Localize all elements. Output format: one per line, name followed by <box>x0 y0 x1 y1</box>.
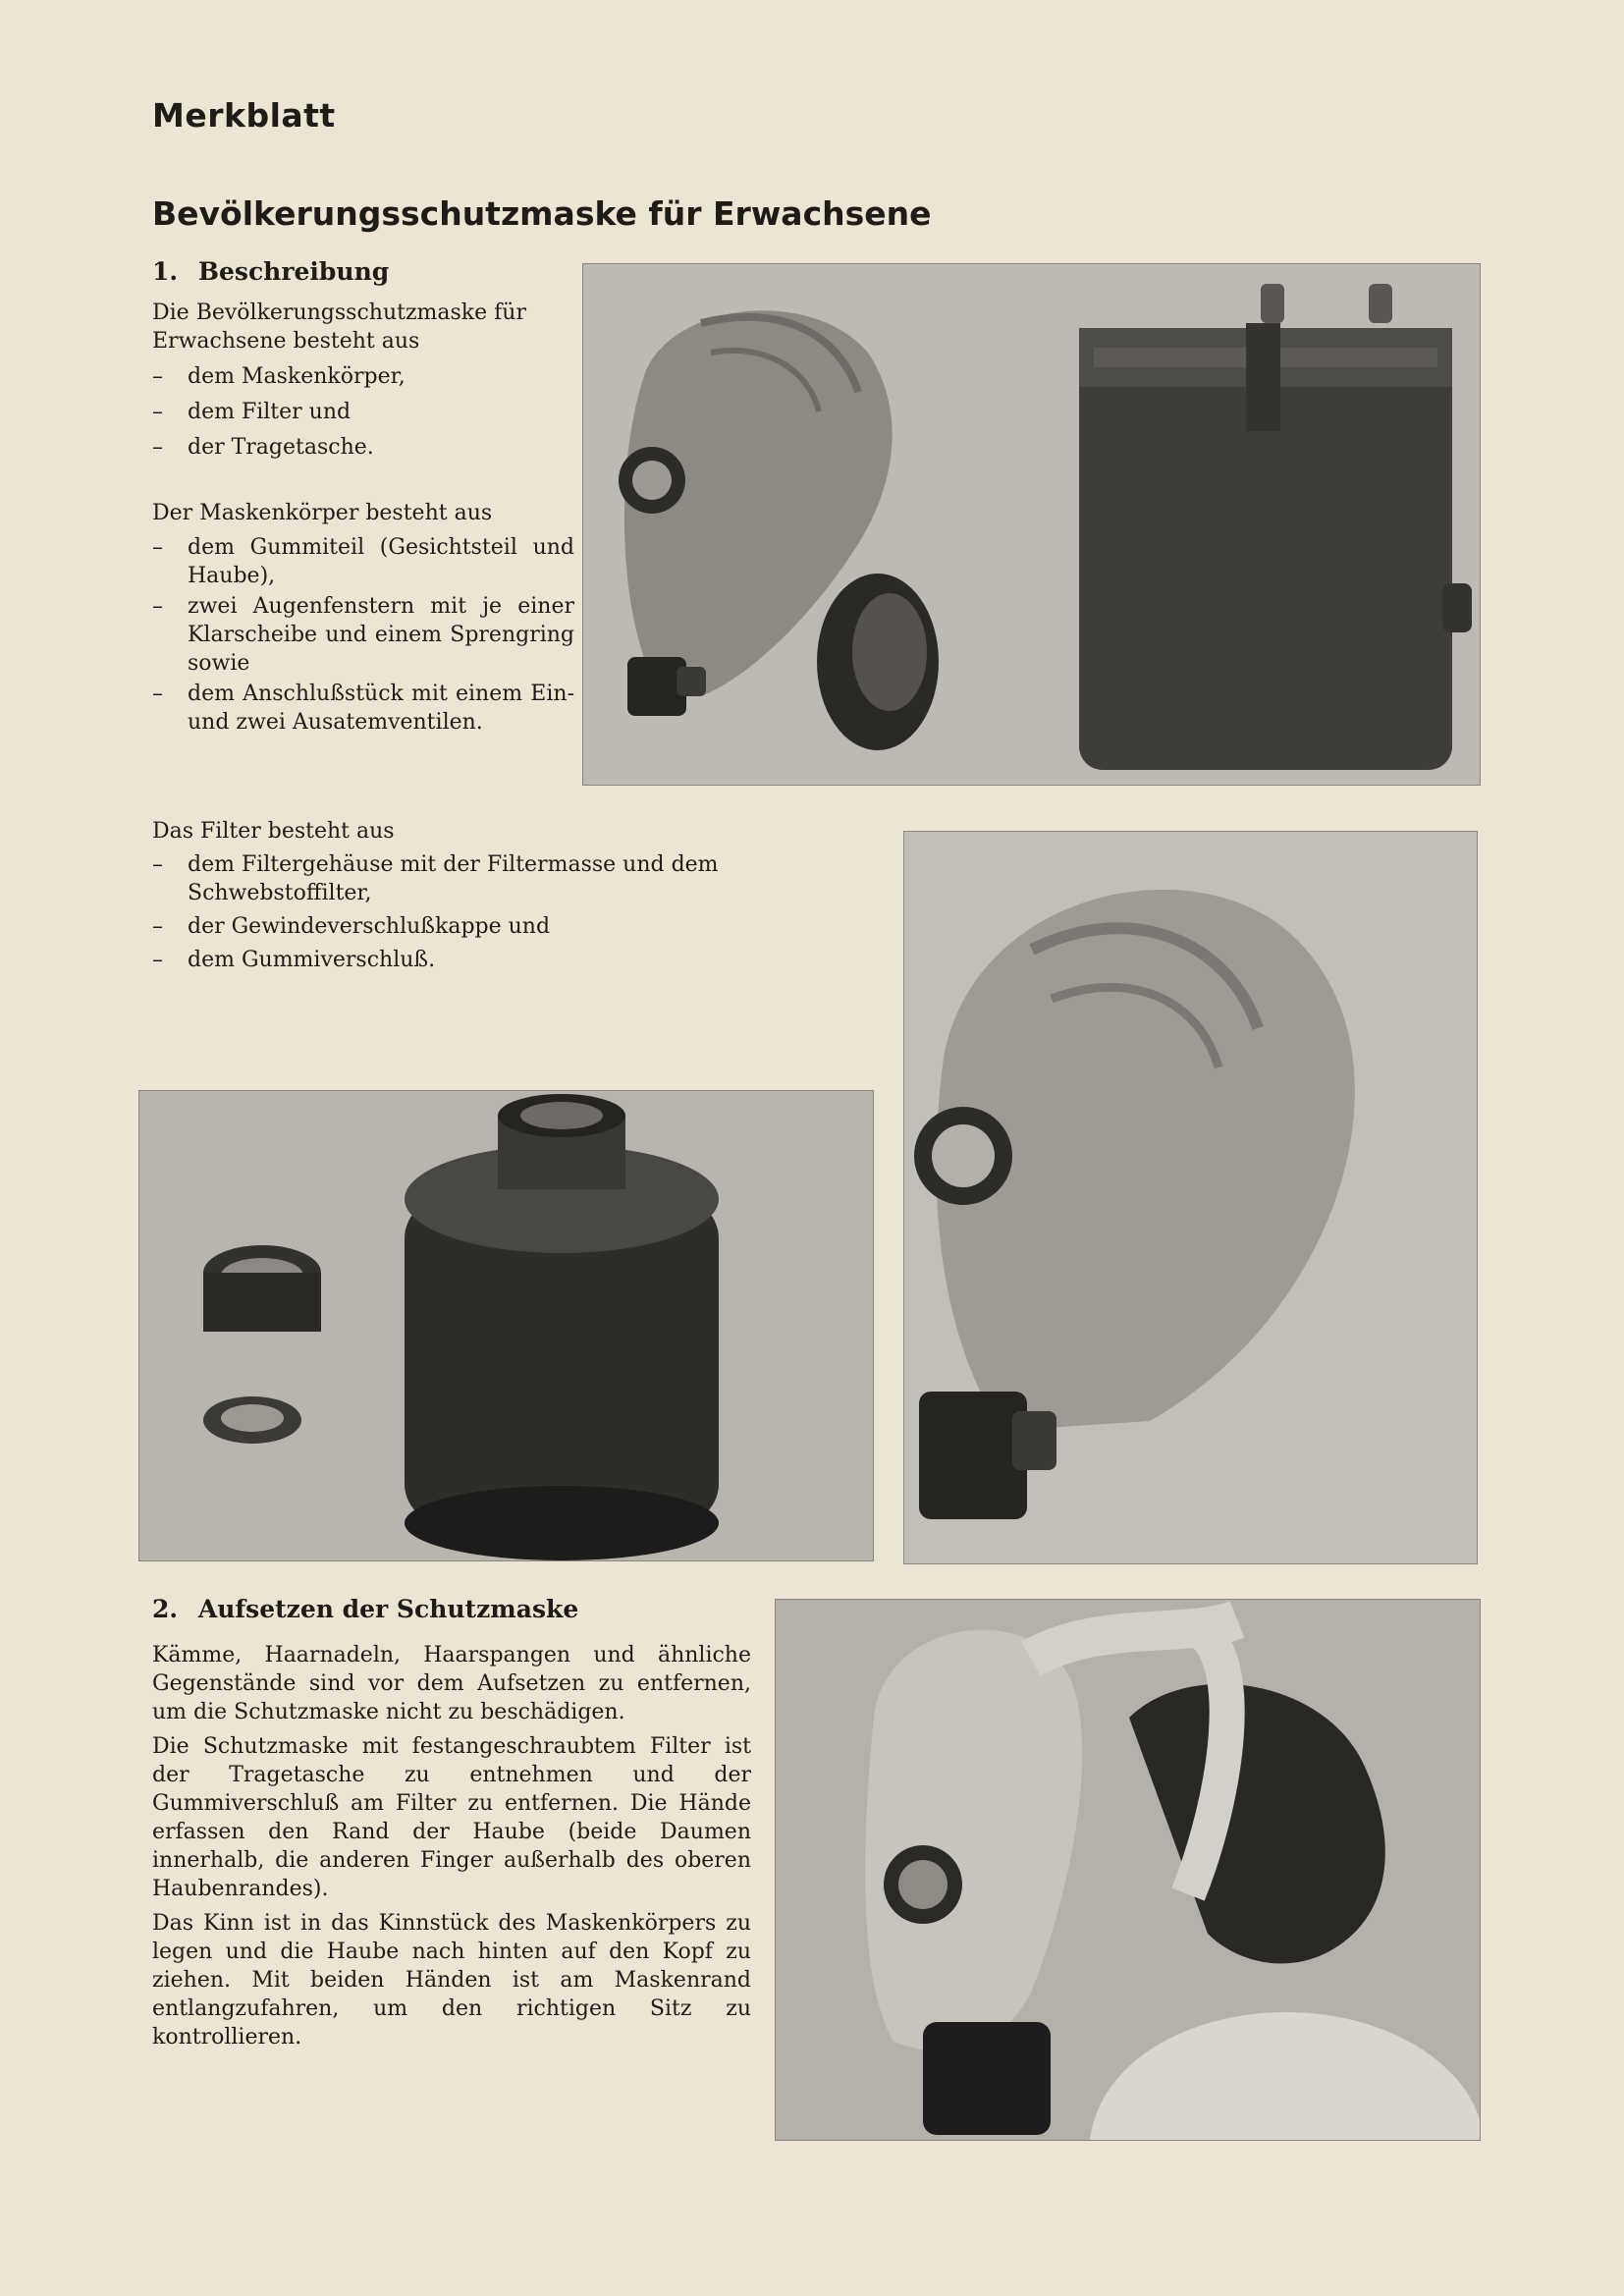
filter-list <box>152 817 869 974</box>
photo-filter-canister-graphic <box>139 1091 873 1560</box>
intro-line: Die Bevölkerungsschutzmaske für <box>152 301 526 325</box>
list-item: – der Gewindeverschlußkappe und <box>152 912 869 941</box>
photo-mask-profile <box>903 831 1478 1564</box>
filter-intro: Das Filter besteht aus <box>152 819 395 844</box>
photo-mask-filter-bag-graphic <box>583 264 1480 785</box>
list-item: – dem Gummiverschluß. <box>152 946 869 974</box>
section2-heading-number: 2. <box>152 1595 179 1623</box>
intro-line: Erwachsene besteht aus <box>152 329 420 354</box>
section2-heading <box>152 1595 578 1623</box>
document-kicker: Merkblatt <box>152 96 336 135</box>
mask-body-intro: Der Maskenkörper besteht aus <box>152 501 493 525</box>
list-item: – dem Filtergehäuse mit der Filtermasse und dem Schwebstoffilter, <box>152 850 869 907</box>
list-item: – dem Gummiteil (Gesichtsteil und Haube), <box>152 533 574 590</box>
list-item: – dem Maskenkörper, <box>152 362 550 391</box>
paragraph: Die Schutzmaske mit festangeschraubtem Filter ist der Tragetasche zu entnehmen und der Gummiverschluß am Filter zu entfernen. Die Hände erfassen den Rand der Haube (beide Daumen innerhalb, die anderen Finger außerhalb des oberen Haubenrandes). <box>152 1734 751 1901</box>
list-item: – zwei Augenfenstern mit je einer Klarscheibe und einem Sprengring sowie <box>152 592 574 678</box>
paragraph: Kämme, Haarnadeln, Haarspangen und ähnliche Gegenstände sind vor dem Aufsetzen zu entfernen, um die Schutzmaske nicht zu beschädigen. <box>152 1643 751 1724</box>
section1-heading-text: Beschreibung <box>197 257 390 286</box>
document-title: Bevölkerungsschutzmaske für Erwachsene <box>152 194 932 233</box>
section2-body <box>152 1641 751 2051</box>
photo-putting-on-mask <box>775 1599 1481 2141</box>
section1-intro <box>152 299 550 462</box>
section1-heading <box>152 257 389 286</box>
list-item: – dem Anschlußstück mit einem Ein- und zwei Ausatemventilen. <box>152 680 574 737</box>
section1-heading-number: 1. <box>152 257 179 286</box>
list-item: – dem Filter und <box>152 398 550 426</box>
photo-mask-profile-graphic <box>904 832 1477 1563</box>
paragraph: Das Kinn ist in das Kinnstück des Maskenkörpers zu legen und die Haube nach hinten auf den Kopf zu ziehen. Mit beiden Händen ist am Maskenrand entlangzufahren, um den richtigen Sitz zu kontrollieren. <box>152 1911 751 2050</box>
photo-mask-filter-bag <box>582 263 1481 786</box>
photo-putting-on-mask-graphic <box>776 1600 1480 2140</box>
section2-heading-text: Aufsetzen der Schutzmaske <box>197 1595 579 1623</box>
mask-body-list <box>152 499 574 737</box>
photo-filter-canister <box>138 1090 874 1561</box>
list-item: – der Tragetasche. <box>152 433 550 462</box>
